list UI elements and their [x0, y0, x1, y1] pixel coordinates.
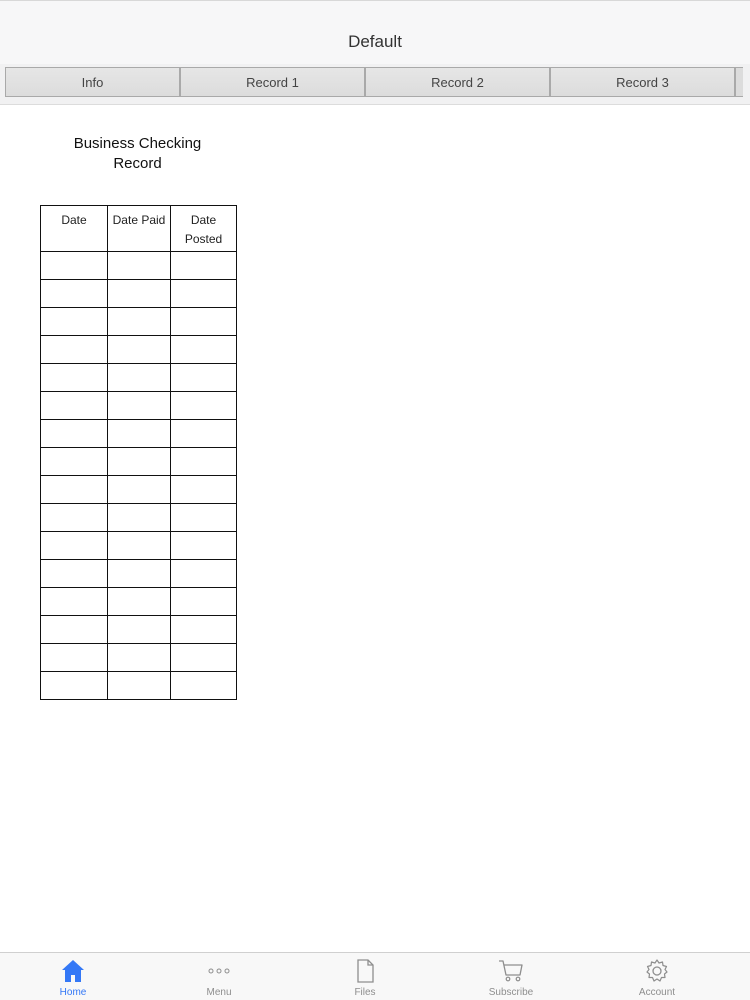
table-body	[41, 252, 237, 700]
home-icon	[59, 958, 87, 984]
table-cell[interactable]	[171, 252, 237, 280]
table-cell[interactable]	[108, 504, 171, 532]
table-row	[41, 252, 237, 280]
table-cell[interactable]	[171, 504, 237, 532]
table-cell[interactable]	[41, 280, 108, 308]
tab-strip	[5, 67, 743, 99]
table-row	[41, 476, 237, 504]
table-row	[41, 588, 237, 616]
table-cell[interactable]	[171, 532, 237, 560]
table-cell[interactable]	[41, 308, 108, 336]
table-cell[interactable]	[41, 672, 108, 700]
table-cell[interactable]	[108, 420, 171, 448]
table-cell[interactable]	[171, 280, 237, 308]
table-row	[41, 644, 237, 672]
table-cell[interactable]	[41, 364, 108, 392]
gear-icon	[643, 958, 671, 984]
table-cell[interactable]	[41, 420, 108, 448]
tab-overflow-edge[interactable]	[735, 67, 743, 97]
bottom-tab-label: Files	[354, 987, 376, 998]
table-cell[interactable]	[108, 588, 171, 616]
tab-record-2[interactable]: Record 2	[365, 67, 550, 97]
table-cell[interactable]	[171, 448, 237, 476]
bottom-tab-label: Menu	[206, 987, 232, 998]
table-row	[41, 504, 237, 532]
table-cell[interactable]	[41, 560, 108, 588]
table-cell[interactable]	[41, 532, 108, 560]
bottom-tab-label: Home	[59, 987, 87, 998]
table-cell[interactable]	[171, 588, 237, 616]
bottom-tab-label: Account	[638, 987, 676, 998]
table-cell[interactable]	[108, 644, 171, 672]
table-row	[41, 616, 237, 644]
table-cell[interactable]	[108, 560, 171, 588]
bottom-tab-label: Subscribe	[488, 987, 534, 998]
table-row	[41, 672, 237, 700]
tab-record-1[interactable]: Record 1	[180, 67, 365, 97]
table-cell[interactable]	[171, 392, 237, 420]
table-cell[interactable]	[108, 364, 171, 392]
table-cell[interactable]	[171, 308, 237, 336]
table-cell[interactable]	[108, 308, 171, 336]
table-row	[41, 560, 237, 588]
bottom-tab-account[interactable]	[584, 953, 730, 1000]
table-cell[interactable]	[171, 644, 237, 672]
table-cell[interactable]	[171, 336, 237, 364]
table-cell[interactable]	[41, 252, 108, 280]
navigation-bar	[0, 0, 750, 65]
table-row	[41, 448, 237, 476]
table-cell[interactable]	[108, 252, 171, 280]
bottom-tab-subscribe[interactable]	[438, 953, 584, 1000]
table-row	[41, 420, 237, 448]
document-title-line-1: Business Checking	[73, 135, 202, 152]
bottom-tab-home[interactable]	[0, 953, 146, 1000]
cart-icon	[497, 958, 525, 984]
bottom-tab-files[interactable]	[292, 953, 438, 1000]
table-header-row	[41, 206, 237, 252]
table-cell[interactable]	[171, 476, 237, 504]
table-cell[interactable]	[171, 364, 237, 392]
tab-info[interactable]: Info	[5, 67, 180, 97]
header-date: Date	[41, 206, 108, 252]
table-cell[interactable]	[41, 336, 108, 364]
table-row	[41, 280, 237, 308]
table-cell[interactable]	[41, 588, 108, 616]
table-cell[interactable]	[108, 616, 171, 644]
table-cell[interactable]	[171, 616, 237, 644]
table-row	[41, 532, 237, 560]
table-cell[interactable]	[108, 672, 171, 700]
table-cell[interactable]	[108, 336, 171, 364]
table-cell[interactable]	[41, 476, 108, 504]
table-row	[41, 392, 237, 420]
tab-record-3[interactable]: Record 3	[550, 67, 735, 97]
table-cell[interactable]	[41, 392, 108, 420]
table-cell[interactable]	[171, 560, 237, 588]
more-dots-icon	[205, 958, 233, 984]
table-cell[interactable]	[171, 420, 237, 448]
table-row	[41, 308, 237, 336]
table-cell[interactable]	[108, 476, 171, 504]
document-title-line-2: Record	[113, 155, 162, 172]
page-title: Default	[348, 32, 402, 51]
segment-tab-bar	[0, 64, 750, 105]
bottom-tab-menu[interactable]	[146, 953, 292, 1000]
table-cell[interactable]	[41, 504, 108, 532]
file-icon	[351, 958, 379, 984]
table-cell[interactable]	[41, 616, 108, 644]
header-date-paid: Date Paid	[108, 206, 171, 252]
table-cell[interactable]	[108, 280, 171, 308]
bottom-tab-bar	[0, 952, 750, 1000]
table-row	[41, 364, 237, 392]
table-cell[interactable]	[41, 644, 108, 672]
header-date-posted: Date Posted	[171, 206, 237, 252]
document-title	[60, 134, 215, 174]
table-cell[interactable]	[108, 532, 171, 560]
checking-record-table	[40, 205, 237, 700]
table-row	[41, 336, 237, 364]
table-cell[interactable]	[108, 392, 171, 420]
table-cell[interactable]	[171, 672, 237, 700]
table-cell[interactable]	[41, 448, 108, 476]
table-cell[interactable]	[108, 448, 171, 476]
